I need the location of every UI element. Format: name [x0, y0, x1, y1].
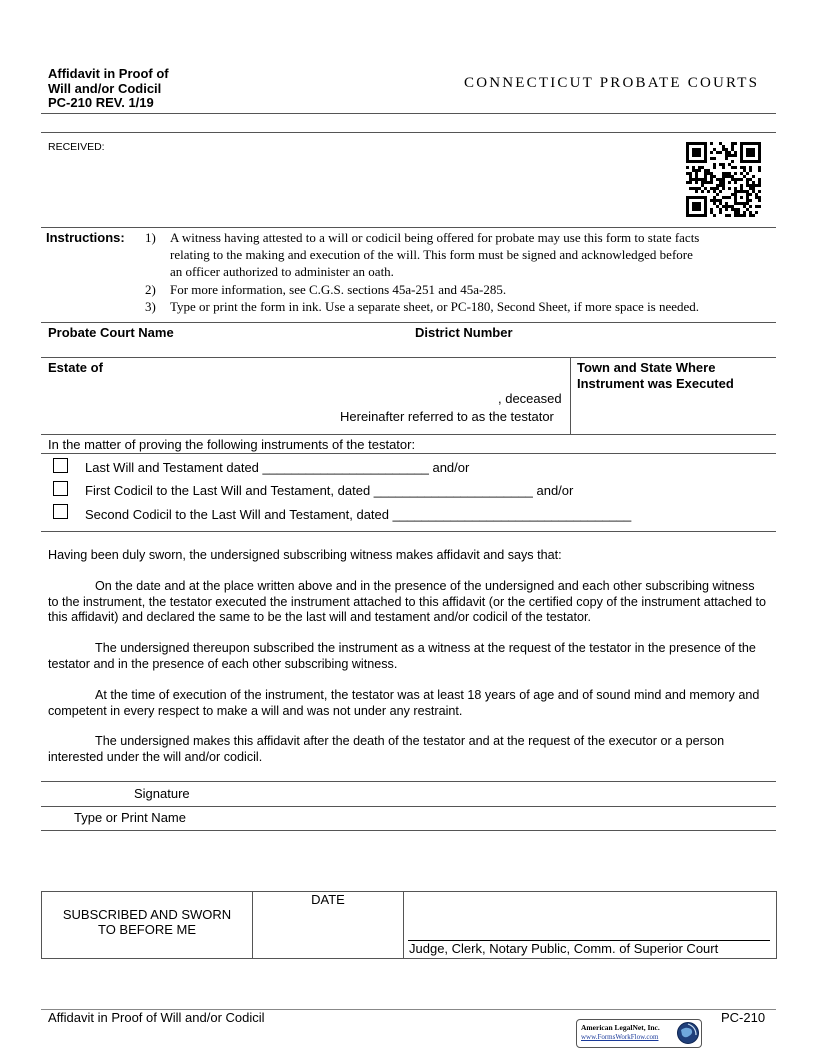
divider	[41, 322, 776, 323]
subscribed-label: SUBSCRIBED AND SWORN TO BEFORE ME	[62, 907, 232, 937]
divider	[41, 113, 776, 114]
instruction-number: 2)	[145, 281, 156, 297]
received-label: RECEIVED:	[48, 141, 105, 153]
deceased-label: , deceased	[498, 391, 562, 406]
divider	[41, 132, 776, 133]
divider	[41, 531, 776, 532]
qr-code	[686, 142, 761, 217]
american-legalnet-logo: American LegalNet, Inc. www.FormsWorkFlow.com	[576, 1019, 702, 1048]
instruction-number: 3)	[145, 298, 156, 314]
town-state-label: Town and State Where Instrument was Executed	[577, 360, 734, 391]
print-name-field[interactable]	[41, 830, 776, 831]
instruction-text: relating to the making and execution of the will. This form must be signed and acknowledged before	[170, 247, 693, 263]
second-codicil-row: Second Codicil to the Last Will and Testament, dated _________________________________	[85, 507, 632, 522]
form-number: PC-210 REV. 1/19	[48, 95, 154, 110]
affidavit-opening: Having been duly sworn, the undersigned subscribing witness makes affidavit and says that:	[48, 548, 562, 562]
last-will-checkbox[interactable]	[53, 458, 68, 473]
form-title-line2: Will and/or Codicil	[48, 80, 162, 96]
probate-court-name-label: Probate Court Name	[48, 325, 174, 340]
affidavit-paragraph-2: The undersigned thereupon subscribed the instrument as a witness at the request of the testator in the presence of the testator and in the presence of each other subscribing witness.	[48, 641, 756, 671]
estate-divider	[570, 357, 571, 434]
print-name-label: Type or Print Name	[74, 810, 186, 825]
affidavit-paragraph-4: The undersigned makes this affidavit after the death of the testator and at the request of the executor or a person interested under the will and/or codicil.	[48, 734, 725, 764]
divider	[41, 781, 776, 782]
first-codicil-row: First Codicil to the Last Will and Testament, dated ______________________ and/or	[85, 483, 574, 498]
last-will-date-field[interactable]: _______________________	[262, 460, 429, 475]
instruction-text: an officer authorized to administer an oath.	[170, 264, 394, 280]
second-codicil-checkbox[interactable]	[53, 504, 68, 519]
official-label: Judge, Clerk, Notary Public, Comm. of Superior Court	[409, 941, 719, 956]
instruments-intro: In the matter of proving the following instruments of the testator:	[48, 437, 416, 452]
instruction-text: Type or print the form in ink. Use a separate sheet, or PC-180, Second Sheet, if more space is needed.	[170, 298, 700, 314]
footer-form-title: Affidavit in Proof of Will and/or Codicil	[48, 1010, 265, 1025]
instructions-label: Instructions:	[46, 230, 125, 245]
district-number-label: District Number	[415, 325, 513, 340]
affidavit-paragraph-1: On the date and at the place written above and in the presence of the undersigned and each other subscribing witness to the instrument, the testator executed the instrument attached to this affidavit (or the certified copy of the instrument attached to this affidavit) and declared the same to be the last will and testament and/or codicil of the testator.	[48, 579, 767, 625]
divider	[41, 357, 776, 358]
signature-field[interactable]	[41, 806, 776, 807]
instruction-text: For more information, see C.G.S. sections 45a-251 and 45a-285.	[170, 281, 507, 297]
first-codicil-date-field[interactable]: ______________________	[373, 483, 533, 498]
form-title	[48, 67, 169, 111]
globe-icon	[676, 1021, 700, 1045]
date-field[interactable]	[253, 912, 403, 956]
date-label: DATE	[311, 892, 345, 907]
divider	[41, 453, 776, 454]
instruction-number: 1)	[145, 230, 156, 245]
court-name: CONNECTICUT PROBATE COURTS	[464, 75, 760, 91]
divider	[41, 434, 776, 435]
estate-of-label: Estate of	[48, 360, 103, 375]
affidavit-paragraph-3: At the time of execution of the instrument, the testator was at least 18 years of age and of sound mind and memory and competent in every respect to make a will and was not under any restraint.	[48, 688, 760, 718]
signature-label: Signature	[134, 786, 190, 801]
testator-note: Hereinafter referred to as the testator	[340, 409, 554, 424]
first-codicil-checkbox[interactable]	[53, 481, 68, 496]
instruction-text: A witness having attested to a will or codicil being offered for probate may use this form to state facts	[170, 230, 700, 245]
last-will-row: Last Will and Testament dated _______________________ and/or	[85, 460, 470, 475]
divider	[41, 227, 776, 228]
second-codicil-date-field[interactable]: _________________________________	[392, 507, 632, 522]
form-title-line1: Affidavit in Proof of	[48, 66, 169, 81]
footer-form-number: PC-210	[721, 1010, 766, 1025]
